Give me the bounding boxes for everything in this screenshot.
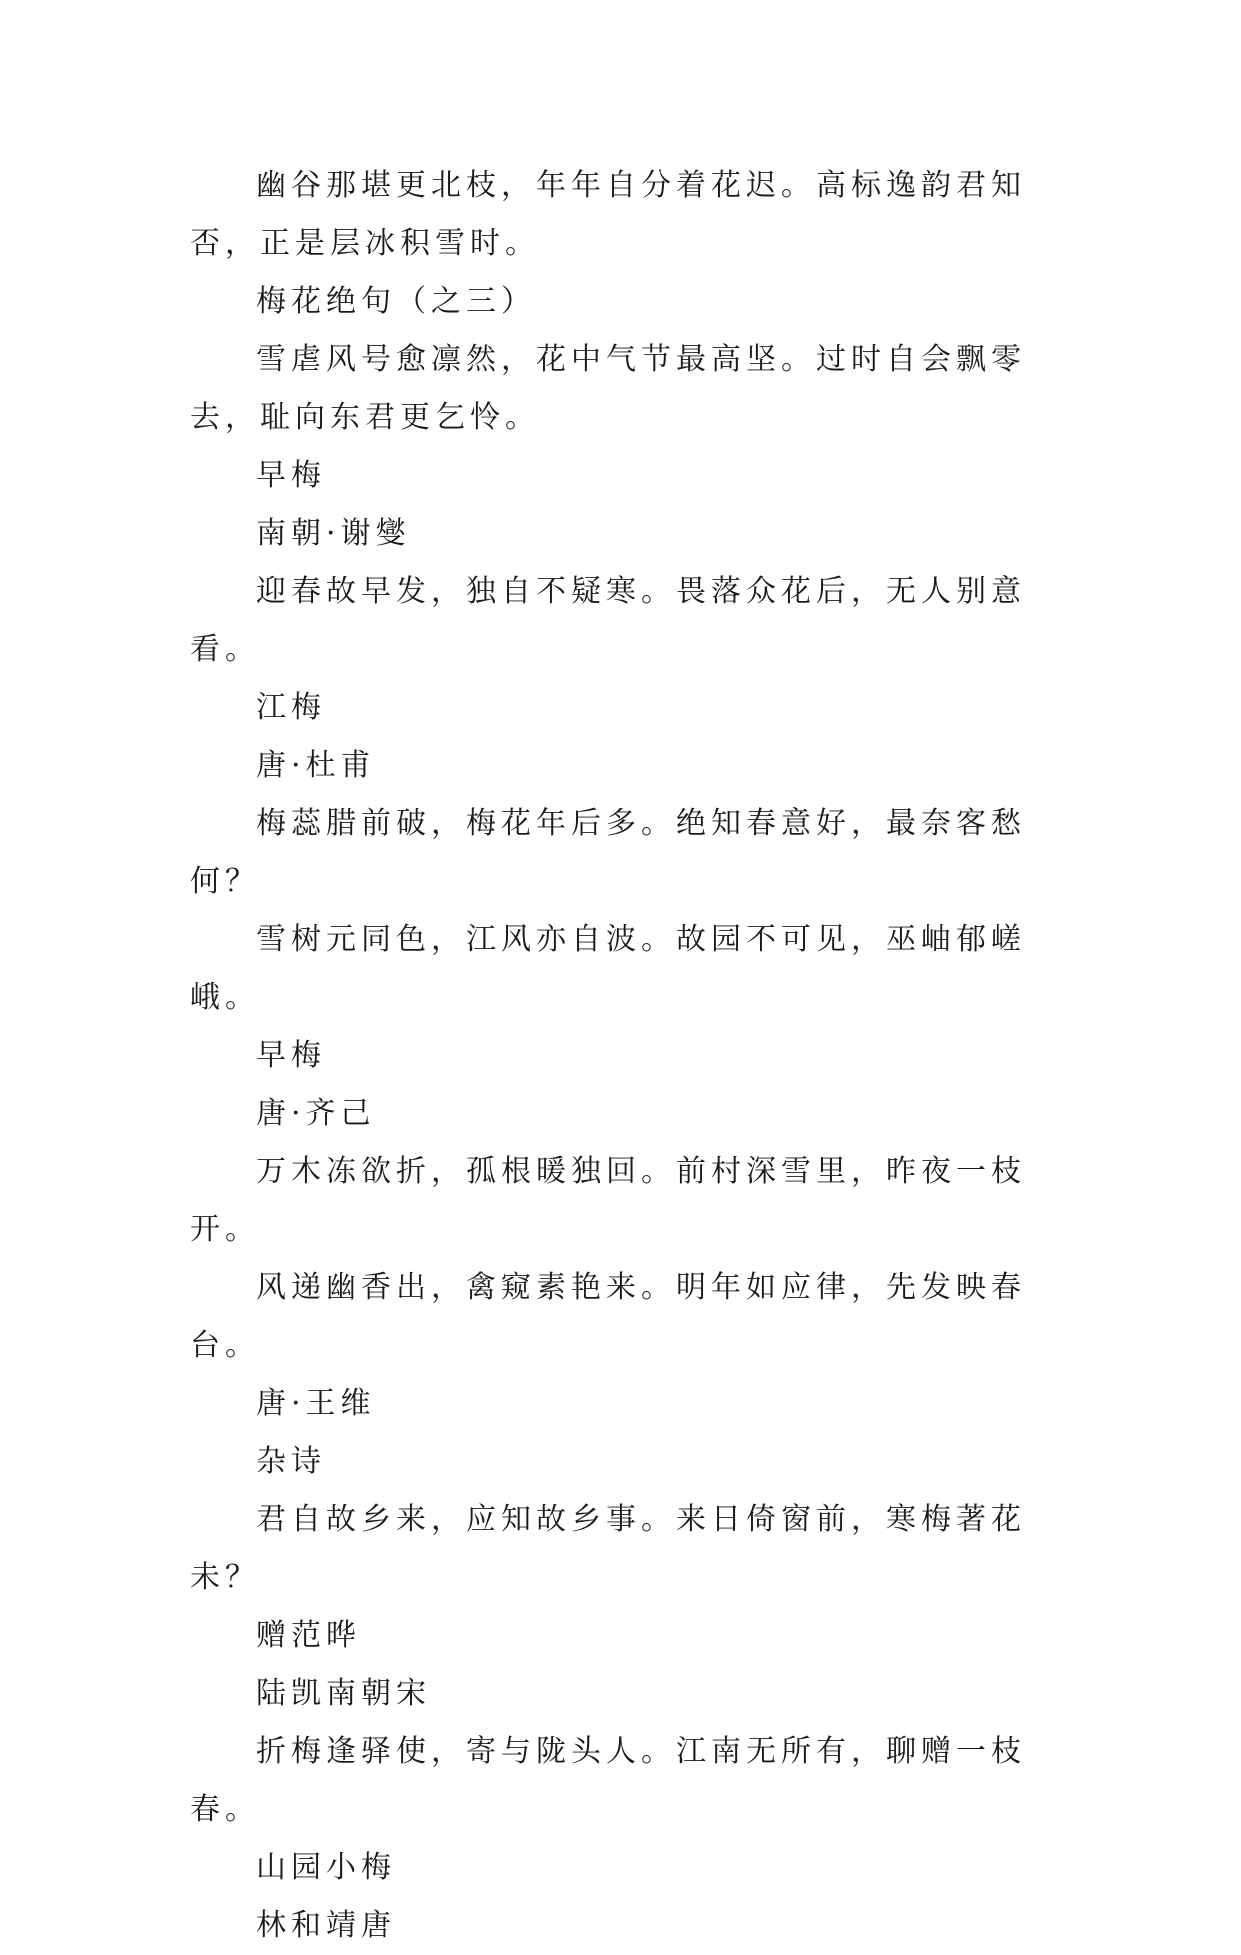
- poem-line: 迎春故早发，独自不疑寒。畏落众花后，无人别意看。: [190, 574, 1026, 667]
- poem-line: 风递幽香出，禽窥素艳来。明年如应律，先发映春台。: [190, 1270, 1026, 1363]
- poem-line: 万木冻欲折，孤根暖独回。前村深雪里，昨夜一枝开。: [190, 1154, 1026, 1247]
- poem-line: 君自故乡来，应知故乡事。来日倚窗前，寒梅著花未？: [190, 1502, 1026, 1595]
- poem-title: 江梅: [256, 690, 326, 725]
- poem-author: 林和靖唐: [256, 1908, 396, 1943]
- poem-author: 南朝·谢燮: [256, 516, 411, 551]
- paragraph: 雪虐风号愈凛然，花中气节最高坚。过时自会飘零去，耻向东君更乞怜。: [190, 342, 1026, 435]
- poem-title: 赠范晔: [256, 1618, 361, 1653]
- paragraph: 幽谷那堪更北枝，年年自分着花迟。高标逸韵君知否，正是层冰积雪时。: [190, 168, 1026, 261]
- poem-author: 陆凯南朝宋: [256, 1676, 431, 1711]
- poem-line: 梅蕊腊前破，梅花年后多。绝知春意好，最奈客愁何？: [190, 806, 1026, 899]
- poem-title: 梅花绝句（之三）: [256, 284, 536, 319]
- poem-text-block: [190, 157, 1070, 1955]
- poem-title: 杂诗: [256, 1444, 326, 1479]
- poem-title: 早梅: [256, 1038, 326, 1073]
- poem-line: 折梅逢驿使，寄与陇头人。江南无所有，聊赠一枝春。: [190, 1734, 1026, 1827]
- poem-author: 唐·王维: [256, 1386, 376, 1421]
- poem-author: 唐·齐己: [256, 1096, 376, 1131]
- poem-title: 山园小梅: [256, 1850, 396, 1885]
- poem-title: 早梅: [256, 458, 326, 493]
- poem-line: 雪树元同色，江风亦自波。故园不可见，巫岫郁嵯峨。: [190, 922, 1026, 1015]
- poem-author: 唐·杜甫: [256, 748, 376, 783]
